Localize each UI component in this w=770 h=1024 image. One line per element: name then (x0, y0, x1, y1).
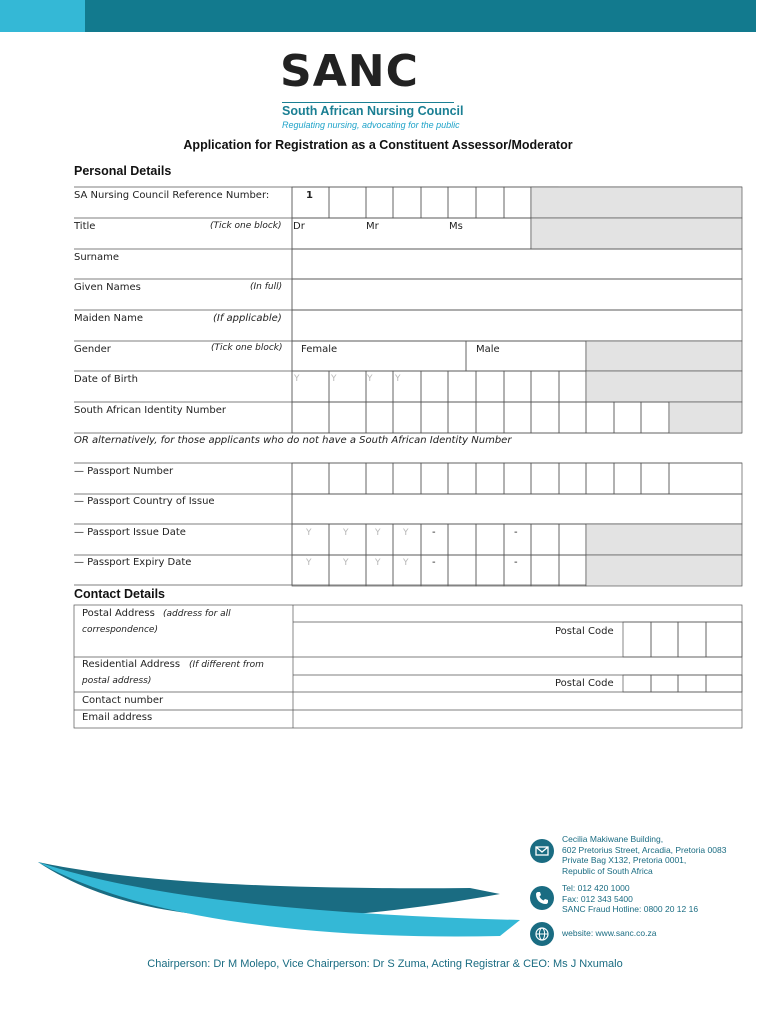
contact-number-label: Contact number (82, 695, 164, 706)
address-line-4: Republic of South Africa (562, 865, 653, 876)
postal-address-note-2: correspondence) (82, 625, 158, 635)
identity-number-label: South African Identity Number (74, 405, 226, 416)
issue-date-cell-8[interactable] (531, 524, 559, 555)
dob-cell-7[interactable] (504, 371, 531, 402)
id-cell-8[interactable] (531, 402, 559, 433)
maiden-name-label: Maiden Name (74, 313, 144, 324)
expiry-year-placeholder-3: Y (375, 558, 381, 568)
reference-digit-1[interactable]: 1 (306, 190, 313, 201)
gender-option-male[interactable]: Male (476, 344, 500, 355)
reference-shaded (531, 187, 742, 218)
dob-cell-5[interactable] (448, 371, 476, 402)
expiry-date-separator-2: - (514, 557, 518, 568)
expiry-date-separator-1: - (432, 557, 436, 568)
given-names-note: (In full) (250, 282, 283, 292)
id-cell-11[interactable] (614, 402, 641, 433)
gender-tick-note: (Tick one block) (211, 343, 283, 353)
title-tick-note: (Tick one block) (210, 221, 282, 231)
reference-cell-3[interactable] (393, 187, 421, 218)
postal-code-cell-1[interactable] (651, 622, 678, 657)
issue-date-cell-6[interactable] (476, 524, 504, 555)
dob-year-placeholder-4: Y (395, 374, 401, 384)
title-label: Title (74, 221, 96, 232)
passport-cell-1[interactable] (329, 463, 366, 494)
fax-line: Fax: 012 343 5400 (562, 893, 633, 904)
gender-label: Gender (74, 344, 111, 355)
footer-officials: Chairperson: Dr M Molepo, Vice Chairperson: Dr S Zuma, Acting Registrar & CEO: Ms J Nxumalo (147, 958, 623, 970)
passport-cell-3[interactable] (393, 463, 421, 494)
dob-shaded (586, 371, 742, 402)
maiden-name-note: (If applicable) (213, 313, 282, 324)
passport-country-label: — Passport Country of Issue (74, 496, 215, 507)
date-of-birth-label: Date of Birth (74, 374, 138, 385)
postal-code-cell-2[interactable] (678, 622, 706, 657)
reference-cell-1[interactable] (329, 187, 366, 218)
title-option-mr[interactable]: Mr (366, 221, 379, 232)
passport-cell-9[interactable] (559, 463, 586, 494)
postal-code-label-1: Postal Code (555, 626, 614, 637)
passport-expiry-date-label: — Passport Expiry Date (74, 557, 192, 568)
id-cell-12[interactable] (641, 402, 669, 433)
residential-postal-code-cell-3[interactable] (706, 675, 742, 692)
dob-year-placeholder-2: Y (331, 374, 337, 384)
gender-shaded (586, 341, 742, 371)
issue-year-placeholder-1: Y (306, 528, 312, 538)
residential-address-note-2: postal address) (82, 676, 152, 686)
postal-code-cell-3[interactable] (706, 622, 742, 657)
postal-address-note: (address for all (163, 609, 231, 619)
id-cell-10[interactable] (586, 402, 614, 433)
issue-year-placeholder-2: Y (343, 528, 349, 538)
gender-option-female[interactable]: Female (301, 344, 338, 355)
passport-number-label: — Passport Number (74, 466, 174, 477)
issue-shaded (586, 524, 742, 555)
maiden-name-field[interactable] (292, 310, 742, 341)
issue-date-separator-1: - (432, 527, 436, 538)
surname-field[interactable] (292, 249, 742, 279)
postal-code-label-2: Postal Code (555, 678, 614, 689)
logo-wordmark: SANC (280, 46, 419, 97)
address-line-3: Private Bag X132, Pretoria 0001, (562, 855, 687, 865)
residential-address-note: (If different from (189, 660, 264, 670)
passport-cell-5[interactable] (448, 463, 476, 494)
title-options-cell[interactable] (292, 218, 531, 249)
mail-icon (530, 839, 554, 863)
passport-cell-2[interactable] (366, 463, 393, 494)
residential-postal-code-cell-0[interactable] (623, 675, 651, 692)
address-line-2: 602 Pretorius Street, Arcadia, Pretoria 0083 (562, 844, 727, 855)
expiry-date-cell-6[interactable] (476, 555, 504, 586)
id-cell-9[interactable] (559, 402, 586, 433)
dob-cell-6[interactable] (476, 371, 504, 402)
residential-address-label: Residential Address (82, 659, 181, 670)
expiry-year-placeholder-4: Y (403, 558, 409, 568)
id-shaded (669, 402, 742, 433)
issue-year-placeholder-3: Y (375, 528, 381, 538)
issue-date-cell-5[interactable] (448, 524, 476, 555)
given-names-field[interactable] (292, 279, 742, 310)
id-cell-1[interactable] (329, 402, 366, 433)
footer-address (562, 834, 726, 876)
id-cell-0[interactable] (292, 402, 329, 433)
passport-cell-0[interactable] (292, 463, 329, 494)
tel-line: Tel: 012 420 1000 (562, 883, 630, 893)
passport-cell-4[interactable] (421, 463, 448, 494)
hotline-line: SANC Fraud Hotline: 0800 20 12 16 (562, 904, 699, 914)
logo-council-name: South African Nursing Council (282, 104, 464, 118)
expiry-date-cell-8[interactable] (531, 555, 559, 586)
passport-cell-12[interactable] (641, 463, 669, 494)
id-cell-3[interactable] (393, 402, 421, 433)
form-title: Application for Registration as a Constituent Assessor/Moderator (183, 138, 573, 152)
id-cell-4[interactable] (421, 402, 448, 433)
dob-year-placeholder-1: Y (294, 374, 300, 384)
personal-details-heading: Personal Details (74, 164, 172, 178)
surname-label: Surname (74, 252, 119, 263)
issue-date-separator-2: - (514, 527, 518, 538)
passport-cell-6[interactable] (476, 463, 504, 494)
dob-year-placeholder-3: Y (367, 374, 373, 384)
dob-cell-8[interactable] (531, 371, 559, 402)
id-cell-6[interactable] (476, 402, 504, 433)
passport-issue-date-label: — Passport Issue Date (74, 527, 186, 538)
reference-cell-6[interactable] (476, 187, 504, 218)
given-names-label: Given Names (74, 282, 141, 293)
postal-code-cell-0[interactable] (623, 622, 651, 657)
id-cell-5[interactable] (448, 402, 476, 433)
passport-country-field[interactable] (292, 494, 742, 524)
title-option-dr[interactable]: Dr (293, 221, 305, 232)
dob-cell-9[interactable] (559, 371, 586, 402)
passport-cell-13[interactable] (669, 463, 742, 494)
dob-cell-4[interactable] (421, 371, 448, 402)
email-address-label: Email address (82, 712, 153, 723)
footer-website[interactable]: website: www.sanc.co.za (562, 928, 657, 938)
title-shaded (531, 218, 742, 249)
passport-cell-10[interactable] (586, 463, 614, 494)
expiry-date-cell-5[interactable] (448, 555, 476, 586)
postal-address-label: Postal Address (82, 608, 155, 619)
id-cell-2[interactable] (366, 402, 393, 433)
expiry-shaded (586, 555, 742, 586)
residential-postal-code-cell-1[interactable] (651, 675, 678, 692)
id-cell-7[interactable] (504, 402, 531, 433)
address-line-1: Cecilia Makiwane Building, (562, 834, 664, 844)
reference-cell-2[interactable] (366, 187, 393, 218)
residential-postal-code-cell-2[interactable] (678, 675, 706, 692)
reference-cell-5[interactable] (448, 187, 476, 218)
alternative-note: OR alternatively, for those applicants who do not have a South African Identity Number (74, 435, 512, 446)
phone-icon (530, 886, 554, 910)
title-option-ms[interactable]: Ms (449, 221, 463, 232)
issue-year-placeholder-4: Y (403, 528, 409, 538)
passport-cell-8[interactable] (531, 463, 559, 494)
globe-icon (530, 922, 554, 946)
logo-tagline: Regulating nursing, advocating for the public (282, 120, 460, 130)
contact-details-heading: Contact Details (74, 587, 165, 601)
expiry-year-placeholder-2: Y (343, 558, 349, 568)
expiry-year-placeholder-1: Y (306, 558, 312, 568)
reference-cell-4[interactable] (421, 187, 448, 218)
footer-phone (562, 883, 698, 915)
footer-swoosh (0, 820, 520, 950)
reference-number-label: SA Nursing Council Reference Number: (74, 190, 270, 201)
passport-cell-11[interactable] (614, 463, 641, 494)
expiry-date-cell-9[interactable] (559, 555, 586, 586)
reference-cell-7[interactable] (504, 187, 531, 218)
passport-cell-7[interactable] (504, 463, 531, 494)
issue-date-cell-9[interactable] (559, 524, 586, 555)
